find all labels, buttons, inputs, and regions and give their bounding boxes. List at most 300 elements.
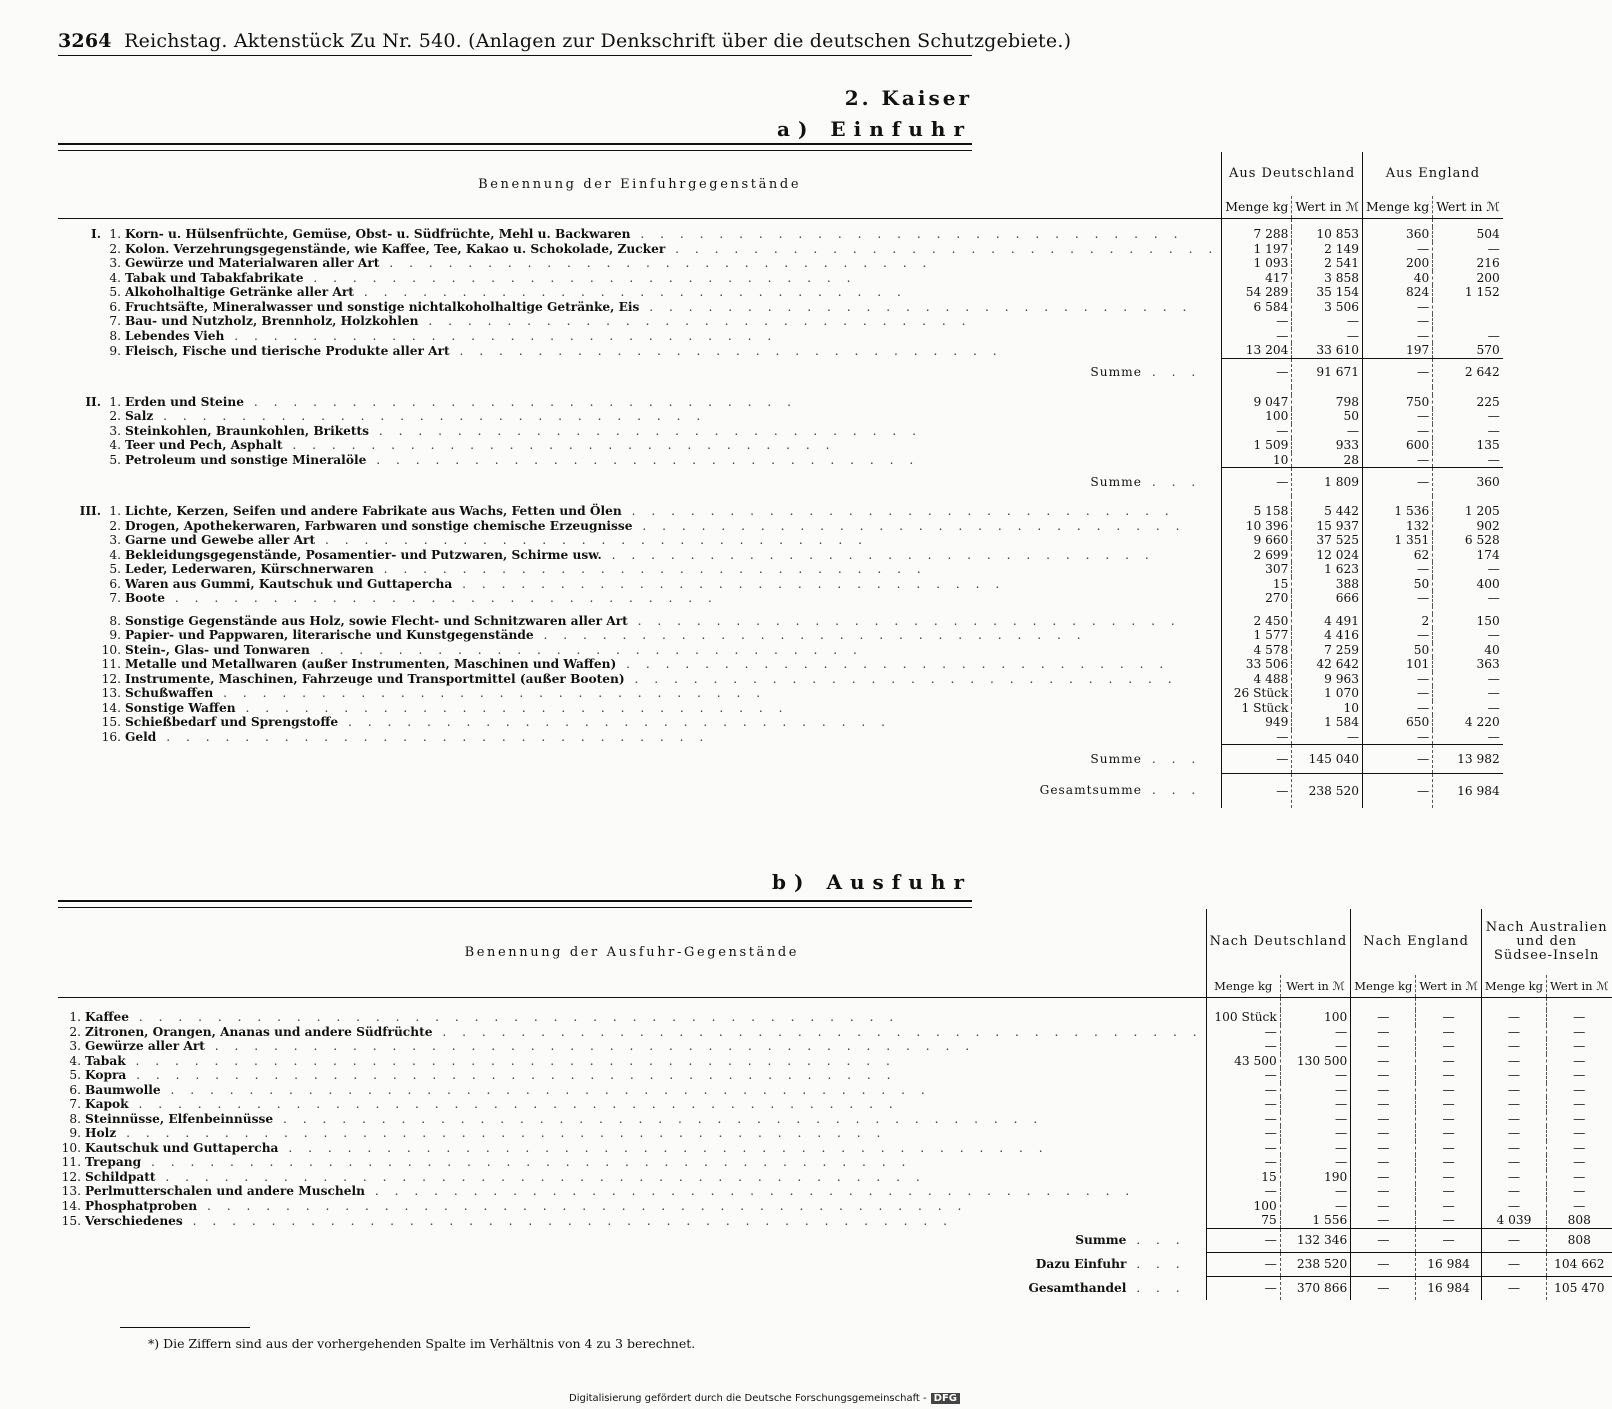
- item-number: 2.: [109, 518, 121, 533]
- table-row: [58, 1141, 1612, 1156]
- cell-de-m: 417: [1222, 271, 1292, 286]
- cell-en-w: —: [1416, 1025, 1482, 1040]
- import-table: [58, 152, 1503, 808]
- cell-de-w: —: [1280, 1025, 1350, 1040]
- item-label: Tabak und Tabakfabrikate: [125, 270, 304, 285]
- total-label: Gesamtsumme: [1039, 783, 1142, 798]
- cell-en-m: —: [1363, 314, 1433, 329]
- row-gap: [58, 606, 1503, 614]
- row-label-cell: [58, 548, 1222, 563]
- item-label: Holz: [85, 1126, 117, 1140]
- cell-au-w: 808: [1547, 1213, 1612, 1228]
- cell-de-m: —: [1206, 1039, 1280, 1054]
- table-row: [58, 504, 1503, 519]
- table-row: [58, 314, 1503, 329]
- cell-de-w: 130 500: [1280, 1054, 1350, 1069]
- total-label: Summe: [1075, 1232, 1127, 1247]
- sum-label: Summe: [1090, 365, 1142, 379]
- gap-cell: [58, 606, 1222, 614]
- item-number: 2.: [109, 409, 121, 423]
- cell-au-m: —: [1481, 1054, 1546, 1069]
- cell-en-w: 225: [1433, 395, 1503, 410]
- section-title: 2. Kaiser: [844, 86, 972, 110]
- cell-de-w: —: [1280, 1112, 1350, 1127]
- export-top-rule: [58, 900, 972, 908]
- item-number: 16.: [101, 730, 121, 744]
- item-number: 14.: [61, 1198, 81, 1213]
- leader-dots: . . . . . . . . . . . . . . . . . . . . . . . . . . . . . . . . . . . . . . .: [128, 1097, 899, 1111]
- cell-en-w: —: [1433, 453, 1503, 468]
- sum-row: [58, 358, 1503, 387]
- row-label-cell: [58, 715, 1222, 730]
- export-en-wert: Wert in ℳ: [1416, 975, 1482, 998]
- item-label: Verschiedenes: [85, 1213, 183, 1228]
- group-roman: III.: [79, 504, 101, 518]
- cell-de-w: —: [1280, 1039, 1350, 1054]
- cell-de-w: 4 416: [1292, 628, 1363, 643]
- gap-cell: [1363, 606, 1433, 614]
- cell-en-m: —: [1351, 1054, 1416, 1069]
- cell-au-w: —: [1547, 1039, 1612, 1054]
- item-number: 1.: [109, 504, 121, 518]
- item-number: 7.: [109, 314, 121, 328]
- gap-cell: [1292, 496, 1363, 504]
- gap-cell: [58, 219, 1222, 228]
- table-row: [58, 227, 1503, 242]
- leader-dots: . . . . . . . . . . . . . . . . . . . . . . . . . . . . . . . . . . . . . . .: [155, 1169, 926, 1184]
- total-en-w: 16 984: [1433, 774, 1503, 808]
- item-label: Waren aus Gummi, Kautschuk und Guttapercha: [125, 576, 453, 591]
- export-col-de: Nach Deutschland: [1206, 909, 1351, 975]
- total-label-cell: [58, 1228, 1206, 1252]
- gap-cell: [1206, 998, 1280, 1011]
- cell-en-m: —: [1363, 701, 1433, 716]
- cell-de-w: —: [1292, 314, 1363, 329]
- row-label-cell: [58, 285, 1222, 300]
- gap-cell: [1433, 387, 1503, 395]
- row-label-cell: [58, 1213, 1206, 1228]
- gap-cell: [1433, 606, 1503, 614]
- total-de-m: —: [1222, 774, 1292, 808]
- item-label: Kopra: [85, 1068, 127, 1082]
- sum-de-m: —: [1222, 468, 1292, 497]
- cell-au-w: —: [1547, 1141, 1612, 1156]
- cell-de-m: 949: [1222, 715, 1292, 730]
- item-number: 9.: [109, 343, 121, 358]
- total-de-w: 370 866: [1280, 1276, 1350, 1300]
- sum-row: [58, 745, 1503, 774]
- dfg-logo: DFG: [931, 1393, 960, 1404]
- cell-en-w: —: [1416, 1039, 1482, 1054]
- export-col-en: Nach England: [1351, 909, 1482, 975]
- row-label-cell: [58, 314, 1222, 329]
- cell-de-m: 1 093: [1222, 256, 1292, 271]
- cell-de-w: 100: [1280, 1010, 1350, 1025]
- cell-en-m: —: [1363, 242, 1433, 257]
- item-label: Trepang: [85, 1155, 142, 1169]
- table-row: [58, 453, 1503, 468]
- cell-de-m: —: [1206, 1112, 1280, 1127]
- leader-dots: . . .: [1141, 751, 1202, 766]
- total-de-m: —: [1206, 1276, 1280, 1300]
- group-gap: [58, 387, 1503, 395]
- cell-de-m: 1 577: [1222, 628, 1292, 643]
- export-de-wert: Wert in ℳ: [1280, 975, 1350, 998]
- total-en-m: —: [1363, 774, 1433, 808]
- cell-de-m: 13 204: [1222, 343, 1292, 358]
- import-header-label: Benennung der Einfuhrgegenstände: [58, 152, 1222, 219]
- cell-au-w: —: [1547, 1112, 1612, 1127]
- item-label: Steinnüsse, Elfenbeinnüsse: [85, 1111, 274, 1126]
- import-de-wert: Wert in ℳ: [1292, 196, 1363, 219]
- cell-en-w: 400: [1433, 577, 1503, 592]
- item-number: 15.: [101, 715, 121, 729]
- leader-dots: . . . . . . . . . . . . . . . . . . . . . . . . . . . .: [153, 409, 707, 423]
- cell-en-m: —: [1363, 591, 1433, 606]
- cell-au-m: —: [1481, 1126, 1546, 1141]
- item-number: 7.: [109, 591, 121, 605]
- gap-cell: [58, 998, 1206, 1011]
- cell-en-w: —: [1416, 1170, 1482, 1185]
- cell-de-m: 1 197: [1222, 242, 1292, 257]
- cell-en-w: 504: [1433, 227, 1503, 242]
- leader-dots: . . . . . . . . . . . . . . . . . . . . . . . . . . . .: [366, 453, 920, 467]
- item-number: 5.: [69, 1068, 81, 1082]
- cell-de-w: 10: [1292, 701, 1363, 716]
- cell-en-m: 50: [1363, 643, 1433, 658]
- gap-cell: [1222, 606, 1292, 614]
- cell-en-m: 824: [1363, 285, 1433, 300]
- footnote: *) Die Ziffern sind aus der vorhergehenden Spalte im Verhältnis von 4 zu 3 berechnet.: [148, 1336, 696, 1351]
- cell-de-w: 2 149: [1292, 242, 1363, 257]
- cell-de-w: 666: [1292, 591, 1363, 606]
- cell-en-w: —: [1416, 1155, 1482, 1170]
- item-number: 8.: [69, 1111, 81, 1126]
- leader-dots: . . . . . . . . . . . . . . . . . . . . . . . . . . . .: [282, 438, 836, 452]
- group-gap: [58, 998, 1612, 1011]
- item-label: Geld: [125, 730, 157, 744]
- export-col-au-line2: und den: [1516, 934, 1577, 949]
- gap-cell: [1481, 998, 1546, 1011]
- total-label: Dazu Einfuhr: [1035, 1256, 1127, 1271]
- cell-en-m: —: [1363, 672, 1433, 687]
- cell-de-w: 50: [1292, 409, 1363, 424]
- cell-en-m: 50: [1363, 577, 1433, 592]
- cell-de-w: —: [1280, 1126, 1350, 1141]
- leader-dots: . . . . . . . . . . . . . . . . . . . . . . . . . . . .: [630, 227, 1184, 241]
- cell-en-m: 2: [1363, 614, 1433, 629]
- export-col-au: [1481, 909, 1611, 975]
- cell-en-m: 1 536: [1363, 504, 1433, 519]
- item-label: Leder, Lederwaren, Kürschnerwaren: [125, 562, 374, 576]
- table-row: [58, 643, 1503, 658]
- row-label-cell: [58, 1025, 1206, 1040]
- cell-de-m: 1 509: [1222, 438, 1292, 453]
- cell-en-w: —: [1433, 686, 1503, 701]
- leader-dots: . . . . . . . . . . . . . . . . . . . . . . . . . . . .: [379, 256, 933, 270]
- item-label: Fruchtsäfte, Mineralwasser und sonstige nichtalkoholhaltige Getränke, Eis: [125, 299, 640, 314]
- row-label-cell: [58, 453, 1222, 468]
- cell-au-m: —: [1481, 1155, 1546, 1170]
- gap-cell: [58, 496, 1222, 504]
- cell-de-m: 4 578: [1222, 643, 1292, 658]
- cell-au-m: —: [1481, 1010, 1546, 1025]
- row-label-cell: [58, 562, 1222, 577]
- item-number: 4.: [109, 438, 121, 452]
- table-row: [58, 1083, 1612, 1098]
- cell-en-m: —: [1363, 628, 1433, 643]
- gap-cell: [1292, 219, 1363, 228]
- leader-dots: . . . . . . . . . . . . . . . . . . . . . . . . . . . . . . . . . . . . . . .: [278, 1140, 1049, 1155]
- leader-dots: . . . . . . . . . . . . . . . . . . . . . . . . . . . . . . . . . . . . . . .: [129, 1010, 900, 1024]
- cell-en-w: —: [1433, 424, 1503, 439]
- export-en-menge: Menge kg: [1351, 975, 1416, 998]
- item-number: 5.: [109, 285, 121, 299]
- cell-en-m: —: [1351, 1068, 1416, 1083]
- sum-label: Summe: [1090, 751, 1142, 766]
- item-number: 4.: [69, 1053, 81, 1068]
- export-table: [58, 909, 1612, 1300]
- cell-en-m: —: [1363, 453, 1433, 468]
- item-number: 3.: [69, 1039, 81, 1053]
- cell-au-m: —: [1481, 1083, 1546, 1098]
- leader-dots: . . . . . . . . . . . . . . . . . . . . . . . . . . . . . . . . . . . . . . .: [365, 1184, 1136, 1198]
- item-label: Perlmutterschalen und andere Muscheln: [85, 1184, 366, 1198]
- cell-en-w: 150: [1433, 614, 1503, 629]
- cell-en-w: —: [1433, 562, 1503, 577]
- cell-en-m: —: [1351, 1039, 1416, 1054]
- cell-en-w: [1433, 300, 1503, 315]
- leader-dots: . . .: [1141, 474, 1202, 489]
- table-row: [58, 271, 1503, 286]
- table-row: [58, 672, 1503, 687]
- cell-de-w: 190: [1280, 1170, 1350, 1185]
- item-number: 6.: [109, 299, 121, 314]
- total-en-w: 16 984: [1416, 1276, 1482, 1300]
- total-au-w: 105 470: [1547, 1276, 1612, 1300]
- cell-en-w: —: [1433, 329, 1503, 344]
- table-row: [58, 285, 1503, 300]
- cell-en-w: —: [1416, 1126, 1482, 1141]
- cell-en-m: 750: [1363, 395, 1433, 410]
- item-label: Kaffee: [85, 1010, 130, 1024]
- cell-en-m: —: [1351, 1126, 1416, 1141]
- cell-en-m: —: [1351, 1199, 1416, 1214]
- cell-en-w: —: [1433, 672, 1503, 687]
- cell-au-w: —: [1547, 1155, 1612, 1170]
- row-label-cell: [58, 1097, 1206, 1112]
- gap-cell: [1292, 606, 1363, 614]
- leader-dots: . . . . . . . . . . . . . . . . . . . . . . . . . . . .: [156, 730, 710, 744]
- cell-en-m: —: [1363, 329, 1433, 344]
- item-number: 8.: [109, 328, 121, 343]
- row-label-cell: [58, 1010, 1206, 1025]
- item-number: 5.: [109, 453, 121, 467]
- table-row: [58, 533, 1503, 548]
- cell-de-w: —: [1292, 730, 1363, 745]
- cell-en-w: [1433, 314, 1503, 329]
- total-en-w: —: [1416, 1228, 1482, 1252]
- leader-dots: . . . . . . . . . . . . . . . . . . . . . . . . . . . . . . . . . . . . . . .: [160, 1082, 931, 1097]
- item-label: Garne und Gewebe aller Art: [125, 533, 316, 547]
- sum-row: [58, 468, 1503, 497]
- item-label: Fleisch, Fische und tierische Produkte aller Art: [125, 343, 450, 358]
- leader-dots: . . . . . . . . . . . . . . . . . . . . . . . . . . . . . . . . . . . . . . .: [432, 1024, 1203, 1039]
- cell-en-m: —: [1363, 730, 1433, 745]
- total-de-m: —: [1206, 1252, 1280, 1276]
- cell-de-w: 933: [1292, 438, 1363, 453]
- table-row: [58, 1170, 1612, 1185]
- cell-de-w: —: [1280, 1184, 1350, 1199]
- cell-en-w: 174: [1433, 548, 1503, 563]
- sum-label-cell: [58, 745, 1222, 774]
- import-de-menge: Menge kg: [1222, 196, 1292, 219]
- cell-de-w: 388: [1292, 577, 1363, 592]
- item-number: 5.: [109, 562, 121, 576]
- cell-de-w: —: [1292, 329, 1363, 344]
- gap-cell: [1280, 998, 1350, 1011]
- cell-de-m: 2 450: [1222, 614, 1292, 629]
- table-row: [58, 1068, 1612, 1083]
- row-label-cell: [58, 577, 1222, 592]
- row-label-cell: [58, 504, 1222, 519]
- cell-au-m: —: [1481, 1199, 1546, 1214]
- cell-en-w: 1 152: [1433, 285, 1503, 300]
- row-label-cell: [58, 438, 1222, 453]
- item-label: Metalle und Metallwaren (außer Instrumenten, Maschinen und Waffen): [125, 657, 617, 671]
- gap-cell: [1363, 496, 1433, 504]
- row-label-cell: [58, 300, 1222, 315]
- cell-de-m: —: [1206, 1155, 1280, 1170]
- row-label-cell: [58, 271, 1222, 286]
- cell-de-m: 7 288: [1222, 227, 1292, 242]
- cell-en-m: —: [1363, 686, 1433, 701]
- leader-dots: . . . . . . . . . . . . . . . . . . . . . . . . . . . .: [353, 285, 907, 299]
- leader-dots: . . . . . . . . . . . . . . . . . . . . . . . . . . . .: [601, 547, 1155, 562]
- cell-au-m: —: [1481, 1097, 1546, 1112]
- cell-en-m: 600: [1363, 438, 1433, 453]
- leader-dots: . . . . . . . . . . . . . . . . . . . . . . . . . . . .: [164, 591, 718, 605]
- item-label: Instrumente, Maschinen, Fahrzeuge und Transportmittel (außer Booten): [125, 671, 625, 686]
- group-roman: II.: [85, 394, 101, 409]
- cell-en-m: —: [1363, 300, 1433, 315]
- cell-de-w: —: [1280, 1097, 1350, 1112]
- item-number: 9.: [69, 1126, 81, 1140]
- table-row: [58, 329, 1503, 344]
- cell-en-w: 216: [1433, 256, 1503, 271]
- cell-en-w: —: [1416, 1184, 1482, 1199]
- cell-de-w: —: [1280, 1155, 1350, 1170]
- cell-de-w: 1 070: [1292, 686, 1363, 701]
- table-row: [58, 657, 1503, 672]
- export-au-menge: Menge kg: [1481, 975, 1546, 998]
- cell-en-m: 1 351: [1363, 533, 1433, 548]
- cell-en-w: —: [1416, 1199, 1482, 1214]
- total-label-cell: [58, 1252, 1206, 1276]
- cell-au-w: —: [1547, 1010, 1612, 1025]
- cell-en-w: —: [1416, 1213, 1482, 1228]
- cell-de-w: —: [1280, 1068, 1350, 1083]
- total-de-w: 238 520: [1292, 774, 1363, 808]
- cell-en-w: —: [1416, 1068, 1482, 1083]
- gap-cell: [1433, 219, 1503, 228]
- item-label: Drogen, Apothekerwaren, Farbwaren und sonstige chemische Erzeugnisse: [125, 518, 633, 533]
- cell-de-w: 4 491: [1292, 614, 1363, 629]
- table-row: [58, 730, 1503, 745]
- row-label-cell: [58, 1184, 1206, 1199]
- table-row: [58, 1054, 1612, 1069]
- import-en-wert: Wert in ℳ: [1433, 196, 1503, 219]
- item-number: 3.: [109, 533, 121, 547]
- item-label: Schußwaffen: [125, 686, 214, 700]
- cell-de-m: 9 660: [1222, 533, 1292, 548]
- row-label-cell: [58, 686, 1222, 701]
- table-row: [58, 343, 1503, 358]
- item-label: Stein-, Glas- und Tonwaren: [125, 642, 310, 657]
- table-row: [58, 1126, 1612, 1141]
- cell-en-w: 135: [1433, 438, 1503, 453]
- leader-dots: . . . . . . . . . . . . . . . . . . . . . . . . . . . .: [224, 328, 778, 343]
- cell-au-m: —: [1481, 1170, 1546, 1185]
- table-row: [58, 519, 1503, 534]
- leader-dots: . . .: [1141, 783, 1202, 798]
- item-label: Salz: [125, 409, 154, 423]
- table-row: [58, 1112, 1612, 1127]
- cell-de-m: —: [1206, 1126, 1280, 1141]
- leader-dots: . . .: [1126, 1256, 1186, 1271]
- dfg-note: [569, 1393, 960, 1404]
- cell-de-m: 43 500: [1206, 1054, 1280, 1069]
- cell-en-w: —: [1433, 242, 1503, 257]
- cell-de-w: 1 623: [1292, 562, 1363, 577]
- item-number: 3.: [109, 256, 121, 270]
- row-label-cell: [58, 227, 1222, 242]
- dfg-note-text: Digitalisierung gefördert durch die Deutsche Forschungsgemeinschaft -: [569, 1393, 927, 1404]
- total-en-m: —: [1351, 1252, 1416, 1276]
- total-en-m: —: [1351, 1228, 1416, 1252]
- gap-cell: [58, 387, 1222, 395]
- import-en-menge: Menge kg: [1363, 196, 1433, 219]
- cell-de-m: 54 289: [1222, 285, 1292, 300]
- total-row: [58, 774, 1503, 808]
- item-label: Schildpatt: [85, 1169, 156, 1184]
- leader-dots: . . . . . . . . . . . . . . . . . . . . . . . . . . . .: [369, 423, 922, 438]
- cell-de-m: —: [1222, 424, 1292, 439]
- total-row: [58, 1228, 1612, 1252]
- leader-dots: . . . . . . . . . . . . . . . . . . . . . . . . . . . .: [235, 700, 789, 715]
- total-de-m: —: [1206, 1228, 1280, 1252]
- item-number: 12.: [61, 1169, 81, 1184]
- header-rule: [58, 55, 972, 56]
- row-label-cell: [58, 591, 1222, 606]
- total-au-m: —: [1481, 1252, 1546, 1276]
- row-label-cell: [58, 614, 1222, 629]
- cell-en-m: —: [1351, 1010, 1416, 1025]
- cell-de-w: —: [1280, 1083, 1350, 1098]
- leader-dots: . . . . . . . . . . . . . . . . . . . . . . . . . . . .: [665, 241, 1219, 256]
- leader-dots: . . . . . . . . . . . . . . . . . . . . . . . . . . . . . . . . . . . . . . .: [204, 1039, 976, 1053]
- sum-label-cell: [58, 358, 1222, 387]
- item-number: 7.: [69, 1097, 81, 1111]
- item-number: 10.: [101, 642, 121, 657]
- cell-de-m: 2 699: [1222, 548, 1292, 563]
- item-label: Papier- und Pappwaren, literarische und Kunstgegenstände: [125, 628, 534, 642]
- cell-en-w: 1 205: [1433, 504, 1503, 519]
- item-label: Erden und Steine: [125, 394, 245, 409]
- cell-en-m: —: [1351, 1097, 1416, 1112]
- leader-dots: . . . . . . . . . . . . . . . . . . . . . . . . . . . .: [418, 314, 972, 328]
- export-col-au-line3: Südsee-Inseln: [1493, 948, 1600, 963]
